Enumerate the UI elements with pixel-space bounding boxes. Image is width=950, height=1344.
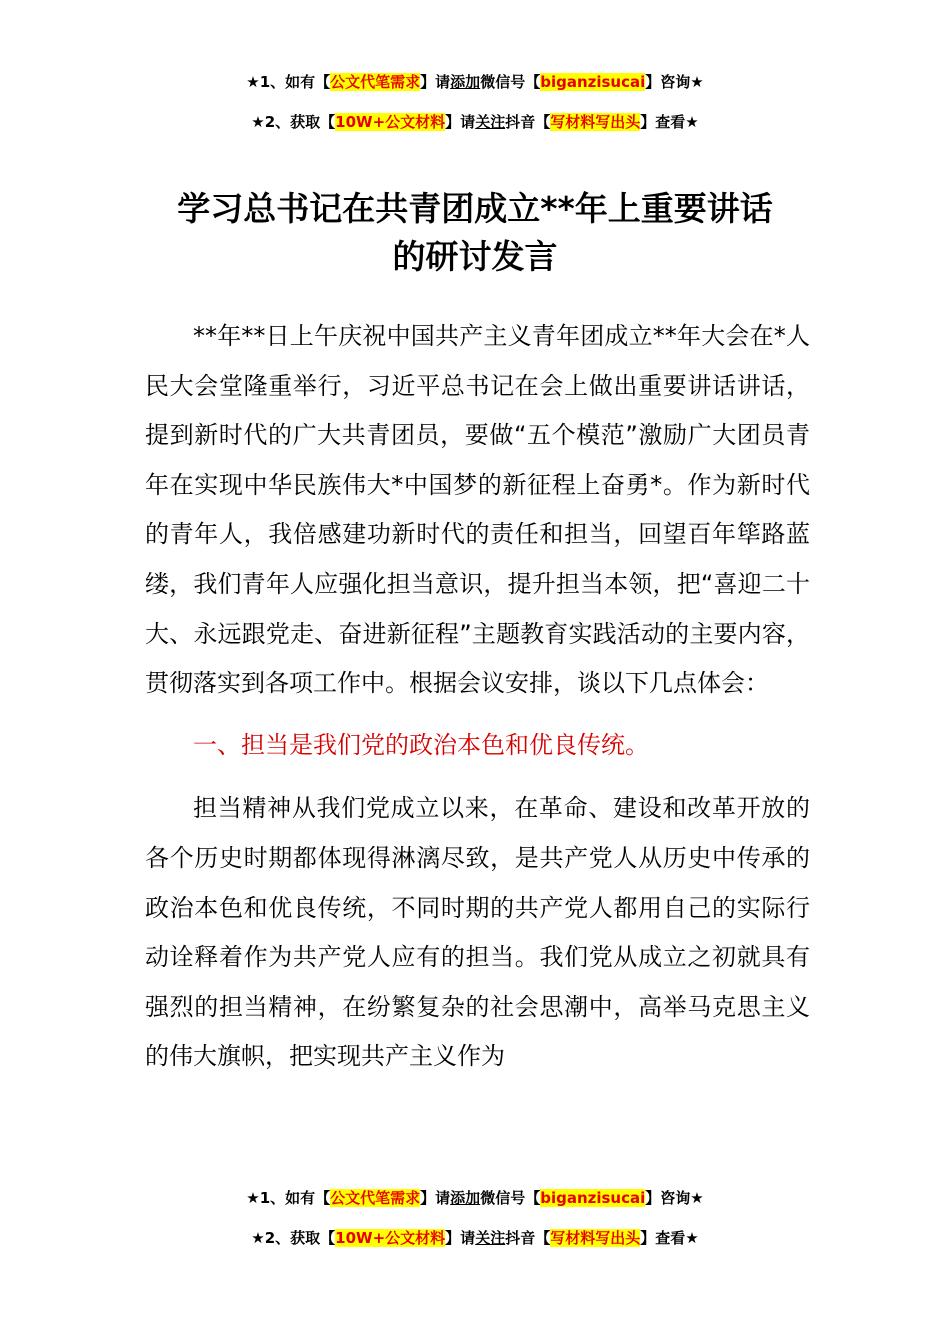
star-icon: ★: [690, 73, 704, 91]
promo-text: 抖音【: [505, 113, 551, 131]
promo-douyin-id: 写材料写出头: [550, 113, 641, 131]
promo-underline: 添加: [450, 73, 481, 91]
star-icon: ★: [246, 1189, 260, 1207]
promo-text: 】咨询: [645, 1189, 691, 1207]
promo-text: 】请: [420, 1189, 451, 1207]
document-title: [0, 185, 950, 281]
promo-text: 】查看: [640, 1229, 686, 1247]
promo-text: 】请: [445, 113, 476, 131]
promo-text: 微信号【: [480, 73, 541, 91]
promo-text: 】请: [445, 1229, 476, 1247]
document-body: [145, 312, 810, 1082]
star-icon: ★: [685, 113, 699, 131]
bottom-promo-line-2: [0, 1228, 950, 1248]
star-icon: ★: [251, 113, 265, 131]
promo-text: 抖音【: [505, 1229, 551, 1247]
top-promo-line-1: [0, 72, 950, 92]
promo-wechat-id: biganzisucai: [540, 73, 646, 91]
promo-douyin-id: 写材料写出头: [550, 1229, 641, 1247]
star-icon: ★: [251, 1229, 265, 1247]
promo-text: 】咨询: [645, 73, 691, 91]
bottom-promo-line-1: [0, 1188, 950, 1208]
title-line-2: 的研讨发言: [392, 237, 558, 276]
title-line-1: 学习总书记在共青团成立**年上重要讲话: [177, 189, 773, 228]
section-heading-1: 一、担当是我们党的政治本色和优良传统。: [193, 730, 649, 759]
star-icon: ★: [246, 73, 260, 91]
promo-text: 1、如有【: [259, 1189, 331, 1207]
promo-highlight: 公文代笔需求: [330, 1189, 421, 1207]
promo-underline: 添加: [450, 1189, 481, 1207]
promo-highlight: 公文代笔需求: [330, 73, 421, 91]
promo-text: 2、获取【: [264, 113, 336, 131]
promo-wechat-id: biganzisucai: [540, 1189, 646, 1207]
promo-text: 】查看: [640, 113, 686, 131]
promo-text: 2、获取【: [264, 1229, 336, 1247]
star-icon: ★: [690, 1189, 704, 1207]
star-icon: ★: [685, 1229, 699, 1247]
promo-underline: 关注: [475, 113, 506, 131]
promo-text: 微信号【: [480, 1189, 541, 1207]
promo-text: 】请: [420, 73, 451, 91]
promo-highlight: 10W+公文材料: [335, 113, 446, 131]
promo-text: 1、如有【: [259, 73, 331, 91]
paragraph-intro: **年**日上午庆祝中国共产主义青年团成立**年大会在*人民大会堂隆重举行，习近平总书记在会上做出重要讲话讲话，提到新时代的广大共青团员，要做“五个模范”激励广大团员青年在实现中华民族伟大*中国梦的新征程上奋勇*。作为新时代的青年人，我倍感建功新时代的责任和担当，回望百年筚路蓝缕，我们青年人应强化担当意识，提升担当本领，把“喜迎二十大、永远跟党走、奋进新征程”主题教育实践活动的主要内容，贯彻落实到各项工作中。根据会议安排，谈以下几点体会：: [145, 322, 810, 698]
paragraph-section-1: 担当精神从我们党成立以来，在革命、建设和改革开放的各个历史时期都体现得淋漓尽致，是共产党人从历史中传承的政治本色和优良传统，不同时期的共产党人都用自己的实际行动诠释着作为共产党人应有的担当。我们党从成立之初就具有强烈的担当精神，在纷繁复杂的社会思潮中，高举马克思主义的伟大旗帜，把实现共产主义作为: [145, 794, 810, 1071]
promo-underline: 关注: [475, 1229, 506, 1247]
promo-highlight: 10W+公文材料: [335, 1229, 446, 1247]
top-promo-line-2: [0, 112, 950, 132]
